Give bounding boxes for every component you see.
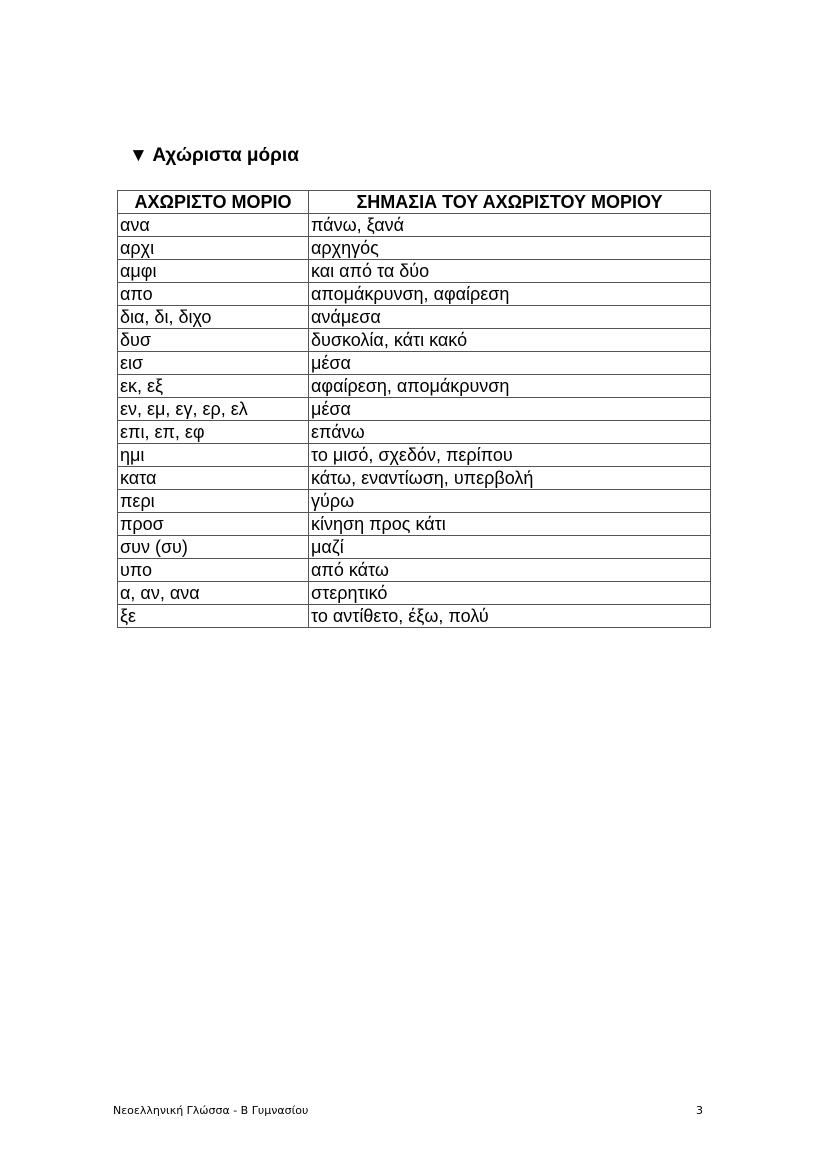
particle-cell: κατα: [118, 467, 309, 490]
particle-cell: εν, εμ, εγ, ερ, ελ: [118, 398, 309, 421]
meaning-cell: κάτω, εναντίωση, υπερβολή: [309, 467, 711, 490]
particle-cell: συν (συ): [118, 536, 309, 559]
particle-cell: α, αν, ανα: [118, 582, 309, 605]
header-particle: ΑΧΩΡΙΣΤΟ ΜΟΡΙΟ: [118, 191, 309, 214]
particle-cell: ανα: [118, 214, 309, 237]
header-meaning: ΣΗΜΑΣΙΑ ΤΟΥ ΑΧΩΡΙΣΤΟΥ ΜΟΡΙΟΥ: [309, 191, 711, 214]
meaning-cell: το μισό, σχεδόν, περίπου: [309, 444, 711, 467]
meaning-cell: απομάκρυνση, αφαίρεση: [309, 283, 711, 306]
particle-cell: δια, δι, διχο: [118, 306, 309, 329]
table-row: [118, 306, 711, 329]
particles-table: [117, 190, 711, 628]
particle-cell: υπο: [118, 559, 309, 582]
particle-cell: προσ: [118, 513, 309, 536]
particle-cell: εκ, εξ: [118, 375, 309, 398]
page-number: 3: [696, 1104, 703, 1117]
meaning-cell: κίνηση προς κάτι: [309, 513, 711, 536]
table-row: [118, 260, 711, 283]
table-row: [118, 398, 711, 421]
table-row: [118, 421, 711, 444]
particle-cell: αμφι: [118, 260, 309, 283]
particle-cell: απο: [118, 283, 309, 306]
table-row: [118, 605, 711, 628]
particle-cell: περι: [118, 490, 309, 513]
table-row: [118, 375, 711, 398]
meaning-cell: και από τα δύο: [309, 260, 711, 283]
table-row: [118, 237, 711, 260]
table-row: [118, 559, 711, 582]
meaning-cell: μέσα: [309, 398, 711, 421]
section-title-text: Αχώριστα μόρια: [152, 145, 299, 166]
table-row: [118, 283, 711, 306]
table-row: [118, 513, 711, 536]
table-row: [118, 214, 711, 237]
meaning-cell: ανάμεσα: [309, 306, 711, 329]
meaning-cell: μέσα: [309, 352, 711, 375]
section-title: [129, 145, 299, 167]
meaning-cell: αφαίρεση, απομάκρυνση: [309, 375, 711, 398]
particle-cell: δυσ: [118, 329, 309, 352]
particle-cell: επι, επ, εφ: [118, 421, 309, 444]
particle-cell: ξε: [118, 605, 309, 628]
table-row: [118, 467, 711, 490]
table-row: [118, 352, 711, 375]
table-row: [118, 582, 711, 605]
meaning-cell: αρχηγός: [309, 237, 711, 260]
particle-cell: αρχι: [118, 237, 309, 260]
meaning-cell: γύρω: [309, 490, 711, 513]
table-row: [118, 329, 711, 352]
meaning-cell: το αντίθετο, έξω, πολύ: [309, 605, 711, 628]
particle-cell: ημι: [118, 444, 309, 467]
meaning-cell: πάνω, ξανά: [309, 214, 711, 237]
table-header-row: [118, 191, 711, 214]
meaning-cell: στερητικό: [309, 582, 711, 605]
meaning-cell: επάνω: [309, 421, 711, 444]
particle-cell: εισ: [118, 352, 309, 375]
table-row: [118, 490, 711, 513]
triangle-down-icon: ▼: [129, 145, 148, 166]
meaning-cell: από κάτω: [309, 559, 711, 582]
table-row: [118, 536, 711, 559]
table-row: [118, 444, 711, 467]
meaning-cell: δυσκολία, κάτι κακό: [309, 329, 711, 352]
footer-text: Νεοελληνική Γλώσσα - Β Γυμνασίου: [113, 1104, 309, 1117]
meaning-cell: μαζί: [309, 536, 711, 559]
